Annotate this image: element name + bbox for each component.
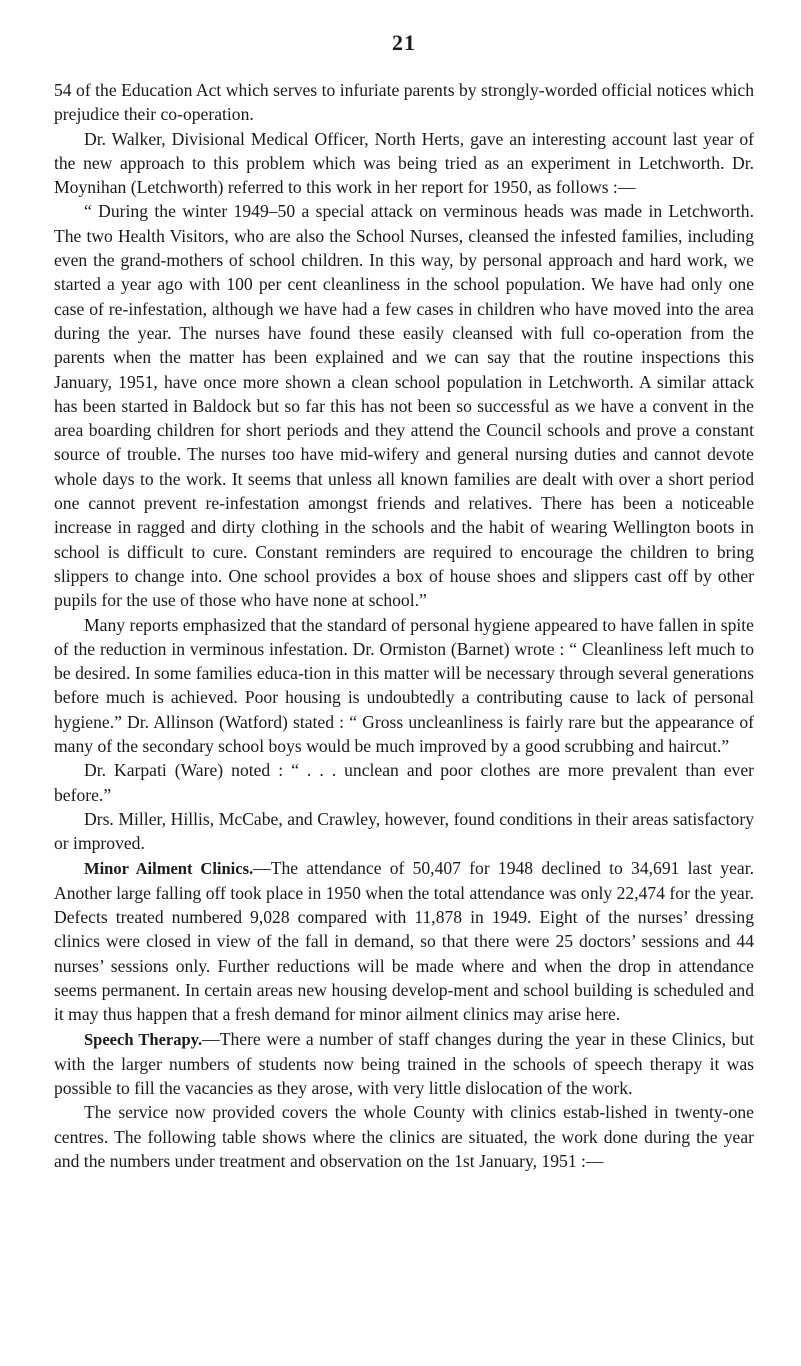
paragraph-walker-account: Dr. Walker, Divisional Medical Officer, North Herts, gave an interesting account last year of the new approach to this problem which was being tried as an experiment in Letchworth. Dr. Moynihan (Letchworth) referred to this work in her report for 1950, as follows :— [54,128,754,198]
quote-moynihan-report: “ During the winter 1949–50 a special attack on verminous heads was made in Letchworth. The two Health Visitors, who are also the School Nurses, cleansed the infested families, including even the grand-mothers of school children. In this way, by personal approach and hard work, we started a year ago with 100 per cent cleanliness in the school population. We have had only one case of re-infestation, although we have had a few cases in children who have moved into the area during the year. The nurses have found these easily cleansed with full co-operation from the parents when the matter has been explained and we can say that the routine inspections this January, 1951, have once more shown a clean school population in Letchworth. A similar attack has been started in Baldock but so far this has not been so successful as we have a convent in the area boarding children for short periods and they attend the Council schools and prove a constant source of trouble. The nurses too have mid-wifery and general nursing duties and cannot devote whole days to the work. It seems that unless all known families are dealt with over a short period one cannot prevent re-infestation amongst friends and relatives. There has been a noticeable increase in ragged and dirty clothing in the schools and the habit of wearing Wellington boots in school is difficult to cure. Constant reminders are required to encourage the children to bring slippers to change into. One school provides a box of house shoes and slippers cast off by other pupils for the use of those who have none at school.” [54,201,754,611]
section-speech-therapy [54,1027,754,1101]
paragraph-service-coverage: The service now provided covers the whole County with clinics estab-lished in twenty-one centres. The following table shows where the clinics are situated, the work done during the year and the numbers under treatment and observation on the 1st January, 1951 :— [54,1102,754,1172]
paragraph-satisfactory-areas: Drs. Miller, Hillis, McCabe, and Crawley, however, found conditions in their areas satisfactory or improved. [54,808,754,854]
heading-minor-ailment-clinics: Minor Ailment Clinics. [84,858,254,878]
paragraph-continuation: 54 of the Education Act which serves to infuriate parents by strongly-worded official notices which prejudice their co-operation. [54,80,754,125]
speech-therapy-text: —There were a number of staff changes during the year in these Clinics, but with the larger numbers of students now being trained in the schools of speech therapy it was possible to fill the vacancies as they arose, with very little dislocation of the work. [54,1028,755,1099]
page-number: 21 [392,30,416,55]
paragraph-karpati-note: Dr. Karpati (Ware) noted : “ . . . unclean and poor clothes are more prevalent than ever before.” [54,760,754,805]
minor-ailment-clinics-text: —The attendance of 50,407 for 1948 declined to 34,691 last year. Another large falling off took place in 1950 when the total attendance was only 22,474 for the year. Defects treated numbered 9,028 compared with 11,878 in 1949. Eight of the nurses’ dressing clinics were closed in view of the fall in demand, so that there were 25 doctors’ sessions and 44 nurses’ sessions only. Further reductions will be made where and when the drop in attendance seems permanent. In certain areas new housing develop-ment and school building is scheduled and it may thus happen that a fresh demand for minor ailment clinics may arise here. [54,857,754,1025]
paragraph-personal-hygiene: Many reports emphasized that the standard of personal hygiene appeared to have fallen in spite of the reduction in verminous infestation. Dr. Ormiston (Barnet) wrote : “ Cleanliness left much to be desired. In some families educa-tion in this matter will be necessary through several generations before much is achieved. Poor housing is undoubtedly a contributing cause to lack of personal hygiene.” Dr. Allinson (Watford) stated : “ Gross uncleanliness is fairly rare but the appearance of many of the secondary school boys would be much improved by a good scrubbing and haircut.” [54,614,754,757]
document-page [54,30,754,1173]
section-minor-ailment-clinics [54,856,754,1027]
heading-speech-therapy: Speech Therapy. [84,1029,203,1049]
